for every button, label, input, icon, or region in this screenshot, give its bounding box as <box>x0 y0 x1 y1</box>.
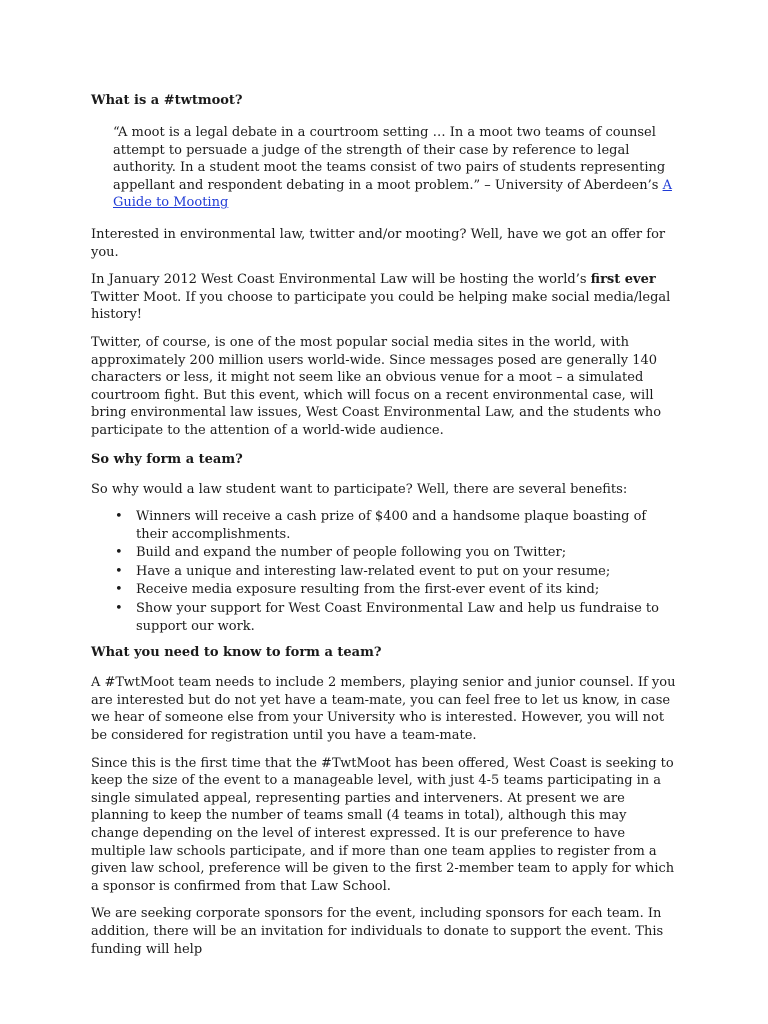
heading-why-form-team: So why form a team? <box>91 451 243 467</box>
first-ever-emphasis: first ever <box>590 272 656 288</box>
bullet-icon: • <box>115 563 123 579</box>
january-text-end: Twitter Moot. If you choose to participate you could be helping make social media/legal history! <box>91 289 671 323</box>
list-item <box>91 508 678 543</box>
list-item <box>91 544 678 562</box>
january-paragraph <box>91 271 678 324</box>
twitter-paragraph: Twitter, of course, is one of the most popular social media sites in the world, with approximately 200 million users world-wide. Since messages posed are generally 140 characters or less, it might not seem like an obvious venue for a moot – a simulated courtroom fight. But this event, which will focus on a recent environmental case, will bring environmental law issues, West Coast Environmental Law, and the students who participate to the attention of a world-wide audience. <box>91 334 662 438</box>
january-text-start: In January 2012 West Coast Environmental Law will be hosting the world’s <box>91 272 591 288</box>
bullet-icon: • <box>115 545 123 561</box>
sponsors-paragraph: We are seeking corporate sponsors for the event, including sponsors for each team. In addition, there will be an invitation for individuals to donate to support the event. This funding will help <box>91 906 664 957</box>
event-size-paragraph: Since this is the first time that the #TwtMoot has been offered, West Coast is seeking to keep the size of the event to a manageable level, with just 4-5 teams participating in a single simulated appeal, representing parties and interveners. At present we are planning to keep the number of teams small (4 teams in total), although this may change depending on the level of interest expressed. It is our preference to have multiple law schools participate, and if more than one team applies to register from a given law school, preference will be given to the first 2-member team to apply for which a sponsor is confirmed from that Law School. <box>91 755 675 894</box>
benefit-text: Build and expand the number of people following you on Twitter; <box>136 545 567 561</box>
benefit-text: Winners will receive a cash prize of $400 and a handsome plaque boasting of their accomplishments. <box>136 509 647 542</box>
benefit-text: Receive media exposure resulting from the first-ever event of its kind; <box>136 582 600 598</box>
heading-what-is-twtmoot: What is a #twtmoot? <box>91 93 243 108</box>
benefit-text: Show your support for West Coast Environmental Law and help us fundraise to support our work. <box>136 601 659 634</box>
list-item <box>91 581 678 599</box>
benefits-list <box>91 508 678 635</box>
bullet-icon: • <box>115 601 123 617</box>
aberdeen-quote <box>113 124 678 212</box>
why-paragraph: So why would a law student want to participate? Well, there are several benefits: <box>91 481 628 497</box>
bullet-icon: • <box>115 509 123 525</box>
bullet-icon: • <box>115 582 123 598</box>
team-paragraph: A #TwtMoot team needs to include 2 members, playing senior and junior counsel. If you are interested but do not yet have a team-mate, you can feel free to let us know, in case we hear of someone else from your University who is interested. However, you will not be considered for registration until you have a team-mate. <box>91 675 676 744</box>
list-item <box>91 563 678 581</box>
intro-paragraph: Interested in environmental law, twitter and/or mooting? Well, have we got an offer for you. <box>91 226 666 260</box>
heading-what-you-need: What you need to know to form a team? <box>91 645 382 661</box>
quote-text: “A moot is a legal debate in a courtroom setting … In a moot two teams of counsel attempt to persuade a judge of the strength of their case by reference to legal authority. In a student moot the teams consist of two pairs of students representing appellant and respondent debating in a moot problem.” – University of Aberdeen’s <box>113 125 666 193</box>
list-item <box>91 600 678 635</box>
benefit-text: Have a unique and interesting law-related event to put on your resume; <box>136 563 611 579</box>
guide-to-mooting-link[interactable]: A Guide to Mooting <box>113 177 672 211</box>
